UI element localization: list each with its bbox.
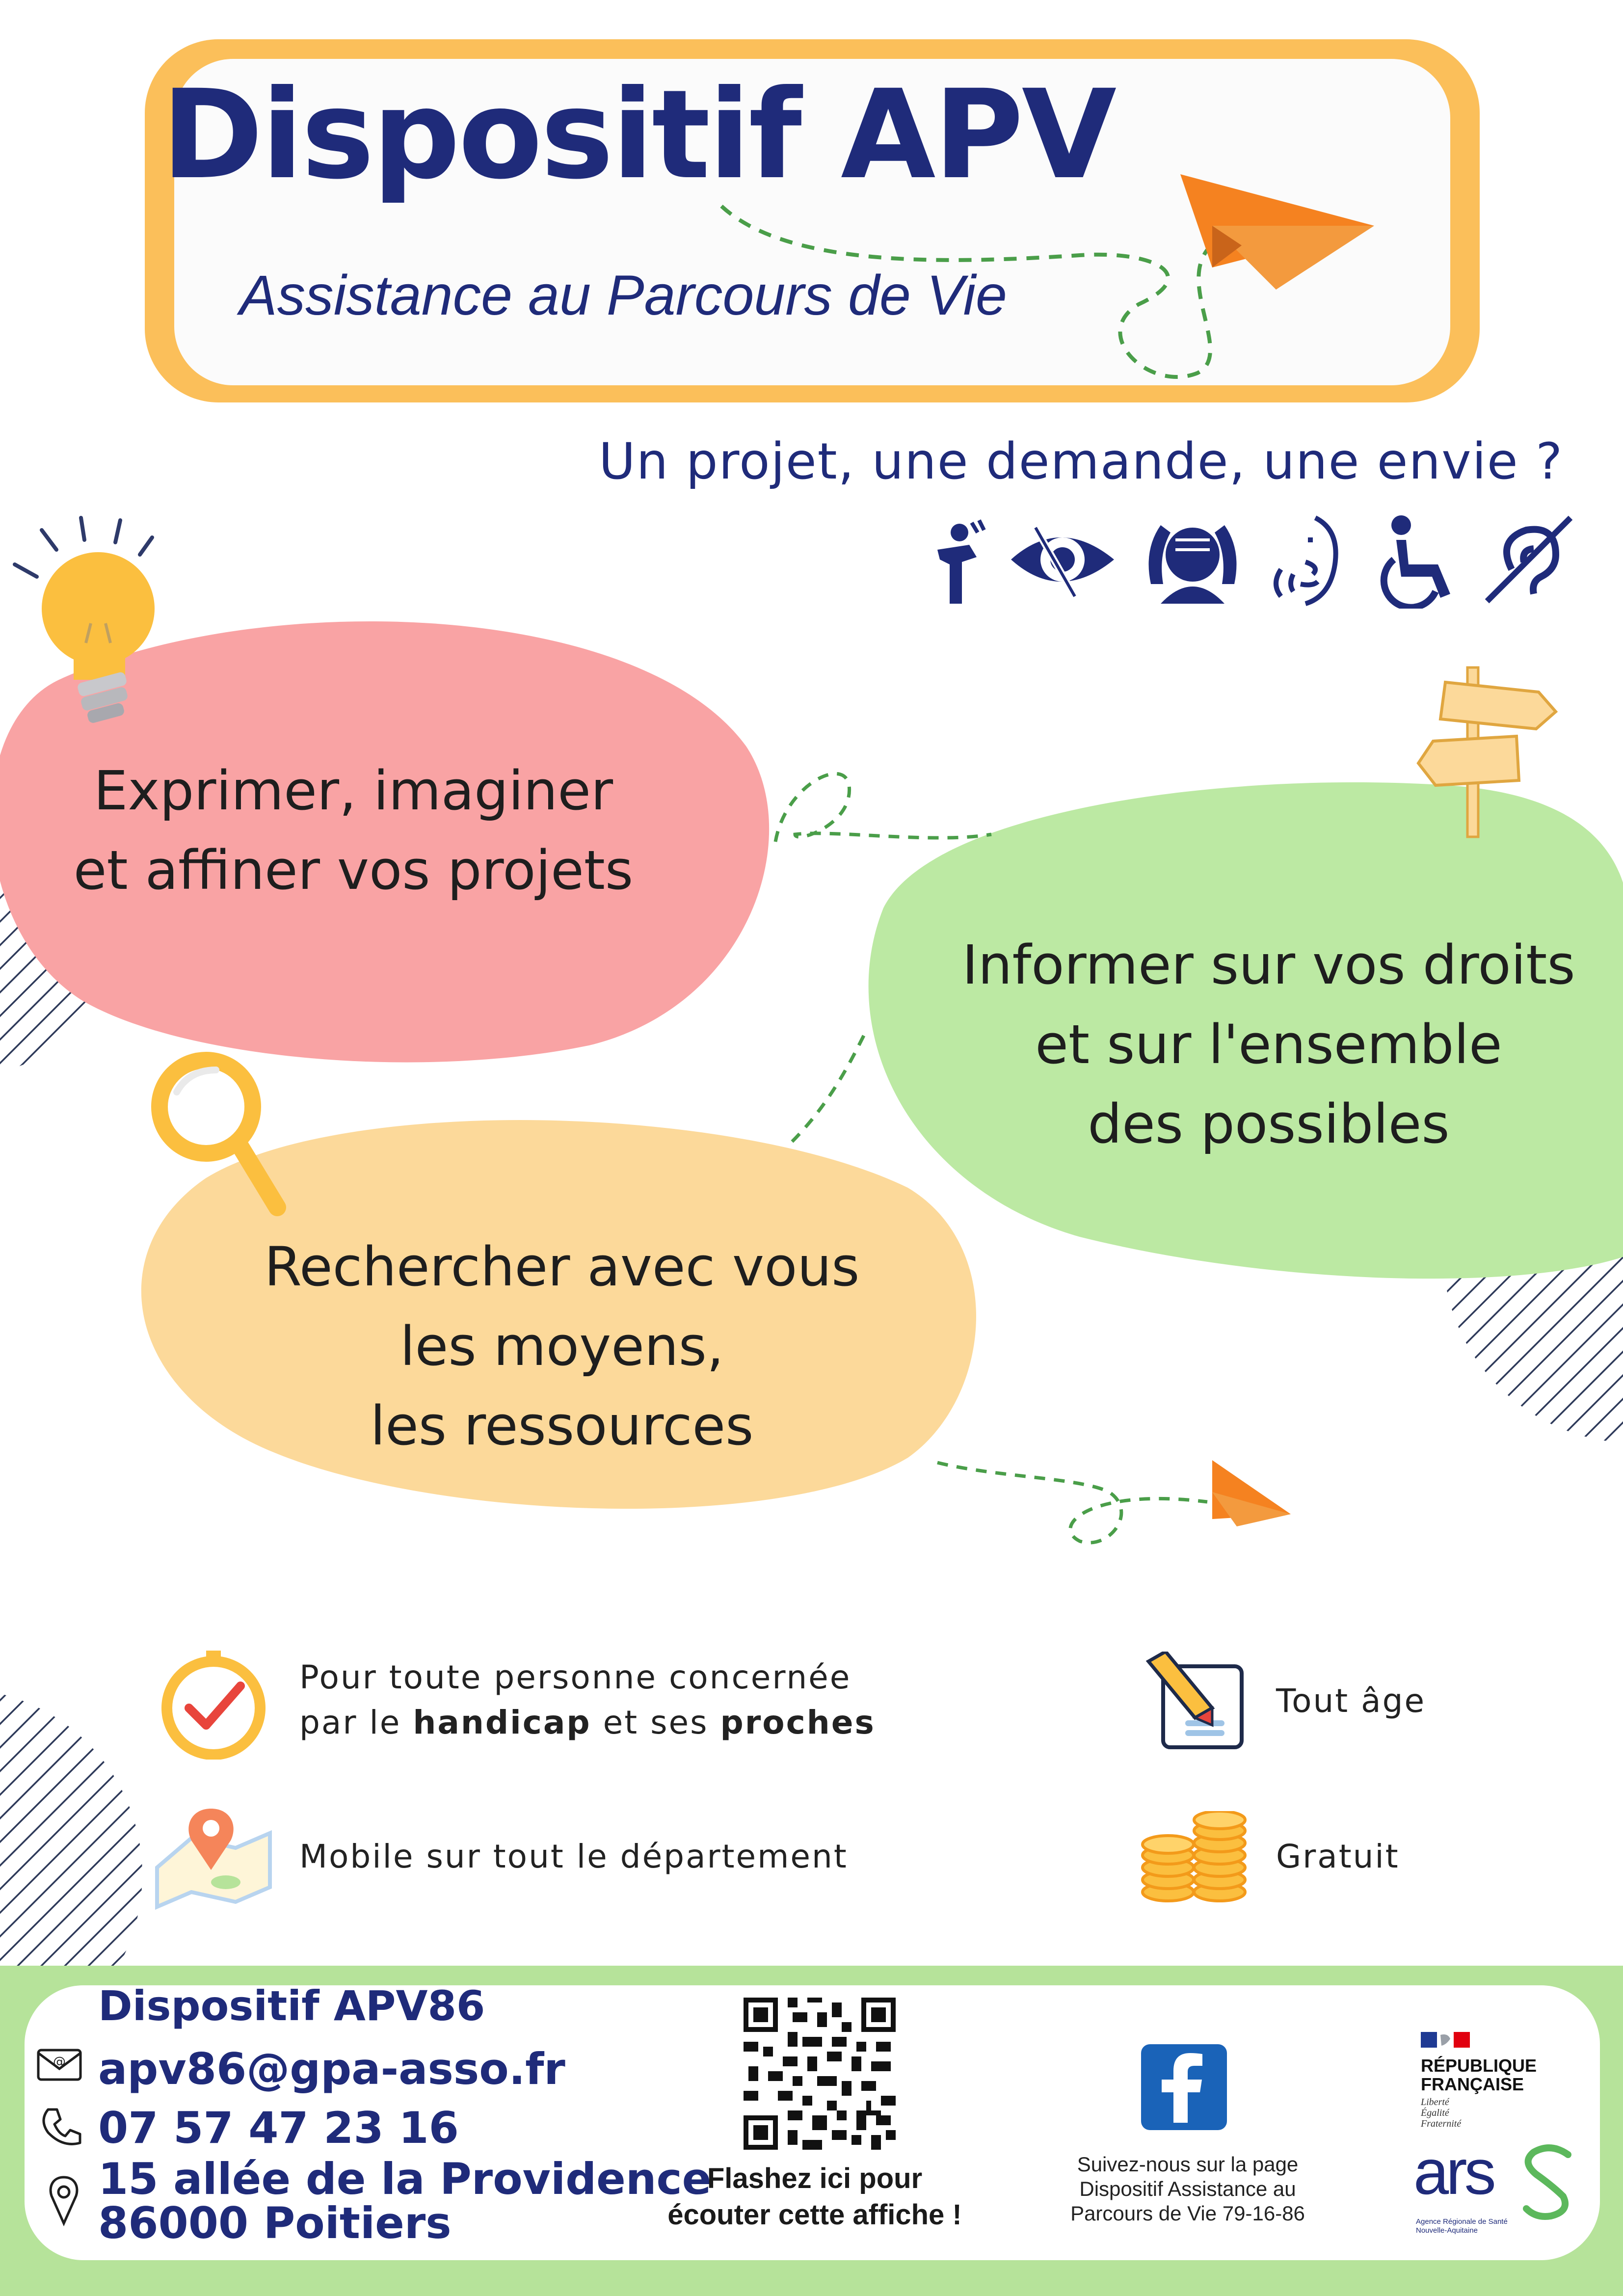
blob-yellow-line-2: les moyens,	[400, 1315, 724, 1378]
coins-icon	[1139, 1811, 1256, 1904]
blob-pink-line-2: et affiner vos projets	[73, 839, 634, 902]
visual-disability-icon	[1011, 528, 1114, 596]
footer-email[interactable]: apv86@gpa-asso.fr	[98, 2044, 565, 2094]
info-mobile: Mobile sur tout le département	[299, 1838, 848, 1875]
paper-plane-small	[1212, 1460, 1291, 1526]
document-pencil-icon	[1139, 1652, 1251, 1755]
map-pin-icon	[152, 1809, 280, 1912]
phone-icon	[38, 2106, 82, 2150]
republique-line-1: RÉPUBLIQUE	[1421, 2056, 1537, 2076]
hearing-disability-icon	[1487, 518, 1570, 601]
facebook-icon[interactable]	[1141, 2044, 1227, 2130]
info-free: Gratuit	[1276, 1838, 1400, 1875]
footer-phone[interactable]: 07 57 47 23 16	[98, 2103, 459, 2153]
dashed-connector-1	[775, 774, 991, 842]
blob-yellow-line-1: Rechercher avec vous	[264, 1235, 860, 1298]
ars-subtitle-line-1: Agence Régionale de Santé	[1416, 2217, 1508, 2226]
republique-motto	[1421, 2097, 1461, 2129]
mental-disability-icon	[1149, 525, 1237, 604]
blob-pink-line-1: Exprimer, imaginer	[93, 759, 613, 822]
blob-green-line-3: des possibles	[1088, 1093, 1450, 1155]
page-title: Dispositif APV	[161, 63, 1115, 206]
info-age: Tout âge	[1276, 1682, 1426, 1720]
checkmark-icon	[157, 1647, 270, 1760]
disability-icons-row	[923, 510, 1575, 609]
blob-pink-text	[49, 751, 658, 910]
blob-green-line-2: et sur l'ensemble	[1035, 1013, 1502, 1076]
info-target-line-1: Pour toute personne concernée	[299, 1658, 851, 1696]
footer-org-name: Dispositif APV86	[98, 1982, 485, 2030]
facebook-caption	[1040, 2152, 1335, 2226]
facebook-caption-line-3: Parcours de Vie 79-16-86	[1070, 2202, 1305, 2225]
ars-subtitle	[1416, 2217, 1508, 2235]
motto-liberte: Liberté	[1421, 2097, 1449, 2108]
info-target	[299, 1655, 876, 1745]
motto-fraternite: Fraternité	[1421, 2118, 1462, 2129]
svg-text:@: @	[53, 2055, 66, 2069]
marianne-logo	[1421, 2032, 1470, 2052]
republique-line-2: FRANÇAISE	[1421, 2074, 1524, 2094]
wheelchair-icon	[1384, 515, 1450, 608]
facebook-caption-line-1: Suivez-nous sur la page	[1077, 2153, 1299, 2176]
info-target-line-2: par le handicap et ses proches	[299, 1704, 876, 1741]
qr-caption-line-1: Flashez ici pour	[707, 2163, 923, 2194]
motor-disability-icon	[937, 520, 984, 604]
motto-egalite: Égalité	[1421, 2108, 1449, 2118]
envelope-icon	[35, 2044, 84, 2083]
ars-logo-text: ars	[1413, 2145, 1493, 2208]
dashed-connector-3	[937, 1463, 1207, 1543]
blob-green-line-1: Informer sur vos droits	[962, 934, 1575, 996]
question-tagline: Un projet, une demande, une envie ?	[599, 432, 1564, 491]
qr-caption	[638, 2161, 991, 2233]
page-subtitle: Assistance au Parcours de Vie	[239, 264, 1007, 327]
footer-address-line-1: 15 allée de la Providence	[98, 2154, 712, 2204]
qr-code[interactable]	[739, 1993, 901, 2155]
dashed-connector-2	[790, 1036, 864, 1144]
blob-yellow-text	[206, 1227, 918, 1466]
qr-caption-line-2: écouter cette affiche !	[667, 2199, 962, 2231]
blob-yellow-line-3: les ressources	[370, 1394, 754, 1457]
footer-address-line-2: 86000 Poitiers	[98, 2198, 452, 2248]
cognitive-disability-icon	[1276, 518, 1336, 604]
location-pin-icon	[47, 2174, 81, 2228]
republique-francaise-label	[1421, 2056, 1537, 2094]
ars-s-mark	[1517, 2140, 1580, 2223]
blob-green-text	[928, 925, 1610, 1164]
facebook-caption-line-2: Dispositif Assistance au	[1079, 2177, 1296, 2200]
ars-subtitle-line-2: Nouvelle-Aquitaine	[1416, 2226, 1478, 2235]
